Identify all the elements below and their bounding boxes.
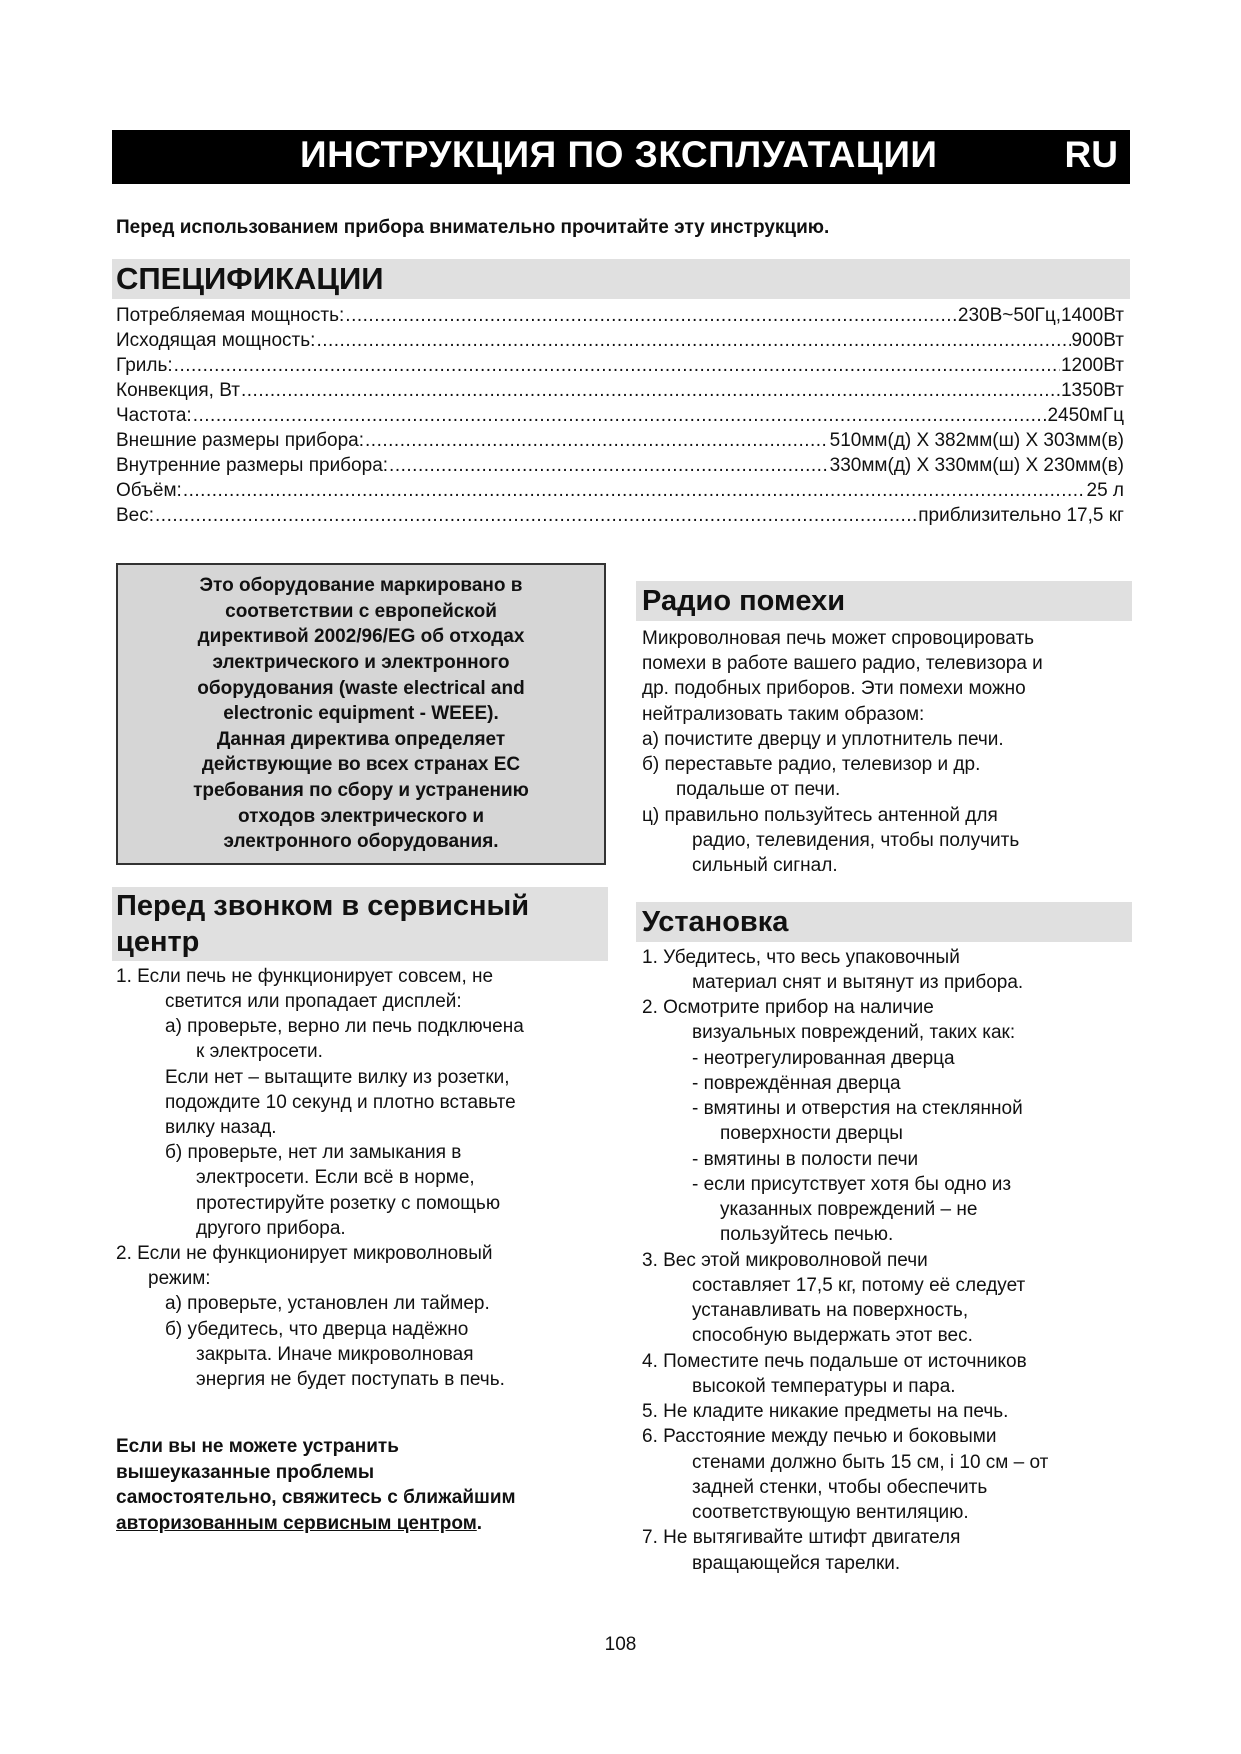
install-line: - повреждённая дверца: [692, 1073, 901, 1094]
service-contact-note: [116, 1434, 616, 1536]
spec-row: [116, 353, 1124, 378]
install-line: материал снят и вытянут из прибора.: [692, 972, 1024, 993]
weee-line: требования по сбору и устранению: [193, 779, 529, 801]
dot-leader: [241, 378, 1060, 403]
dot-leader: [316, 328, 1070, 353]
spec-value: 1350Вт: [1060, 380, 1124, 401]
service-line: б) убедитесь, что дверца надёжно: [165, 1319, 469, 1340]
spec-value: 25 л: [1086, 480, 1124, 501]
install-line: 4. Поместите печь подальше от источников: [642, 1351, 1027, 1372]
install-line: способную выдержать этот вес.: [692, 1325, 973, 1346]
weee-line: электрического и электронного: [212, 652, 510, 674]
install-line: 7. Не вытягивайте штифт двигателя: [642, 1527, 961, 1548]
radio-line: б) переставьте радио, телевизор и др.: [642, 754, 981, 775]
service-line: Если нет – вытащите вилку из розетки,: [165, 1067, 510, 1088]
install-line: составляет 17,5 кг, потому её следует: [692, 1275, 1026, 1296]
spec-label: Потребляемая мощность:: [116, 305, 345, 326]
weee-line: отходов электрического и: [237, 805, 485, 827]
spec-label: Гриль:: [116, 355, 173, 376]
install-line: визуальных повреждений, таких как:: [692, 1022, 1016, 1043]
specs-heading: СПЕЦИФИКАЦИИ: [112, 259, 1130, 299]
weee-notice-box: [116, 563, 606, 865]
spec-label: Объём:: [116, 480, 182, 501]
weee-line: electronic equipment - WEEE).: [223, 703, 499, 725]
radio-line: нейтрализовать таким образом:: [642, 704, 925, 725]
dot-leader: [193, 403, 1047, 428]
service-line: вилку назад.: [165, 1117, 277, 1138]
service-line: а) проверьте, установлен ли таймер.: [165, 1293, 490, 1314]
spec-label: Исходящая мощность:: [116, 330, 316, 351]
service-heading: [112, 887, 608, 961]
weee-line: соответствии с европейской: [225, 600, 497, 622]
service-heading-line: Перед звонком в сервисный: [116, 890, 530, 922]
note-line: самостоятельно, свяжитесь с ближайшим: [116, 1487, 516, 1508]
install-line: - неотрегулированная дверца: [692, 1048, 955, 1069]
service-line: к электросети.: [196, 1041, 323, 1062]
service-line: другого прибора.: [196, 1218, 346, 1239]
install-line: 5. Не кладите никакие предметы на печь.: [642, 1401, 1009, 1422]
weee-line: Данная директива определяет: [216, 728, 506, 750]
spec-label: Конвекция, Вт: [116, 380, 240, 401]
dot-leader: [345, 303, 957, 328]
radio-heading: Радио помехи: [636, 581, 1132, 621]
install-line: указанных повреждений – не: [720, 1199, 978, 1220]
service-line: 1. Если печь не функционирует совсем, не: [116, 966, 494, 987]
spec-label: Вес:: [116, 505, 155, 526]
install-line: высокой температуры и пара.: [692, 1376, 956, 1397]
dot-leader: [155, 503, 917, 528]
spec-value: 510мм(д) X 382мм(ш) X 303мм(в): [829, 430, 1124, 451]
radio-line: радио, телевидения, чтобы получить: [692, 830, 1020, 851]
install-line: стенами должно быть 15 см, і 10 см – от: [692, 1452, 1049, 1473]
spec-row: [116, 328, 1124, 353]
spec-row: [116, 428, 1124, 453]
spec-row: [116, 503, 1124, 528]
install-heading: Установка: [636, 902, 1132, 942]
weee-line: Это оборудование маркировано в: [199, 575, 523, 597]
spec-value: 900Вт: [1071, 330, 1124, 351]
page-title: ИНСТРУКЦИЯ ПО ЗКСПЛУАТАЦИИ: [300, 134, 938, 175]
radio-line: подальше от печи.: [676, 779, 841, 800]
spec-row: [116, 403, 1124, 428]
install-line: 6. Расстояние между печью и боковыми: [642, 1426, 997, 1447]
radio-line: помехи в работе вашего радио, телевизора и: [642, 653, 1043, 674]
install-line: пользуйтесь печью.: [720, 1224, 894, 1245]
service-line: 2. Если не функционирует микроволновый: [116, 1243, 493, 1264]
dot-leader: [365, 428, 829, 453]
spec-value: 2450мГц: [1047, 405, 1124, 426]
weee-line: директивой 2002/96/EG об отходах: [197, 626, 525, 648]
install-line: 1. Убедитесь, что весь упаковочный: [642, 947, 960, 968]
radio-line: а) почистите дверцу и уплотнитель печи.: [642, 729, 1004, 750]
install-line: 3. Вес этой микроволновой печи: [642, 1250, 928, 1271]
service-line: подождите 10 секунд и плотно вставьте: [165, 1092, 516, 1113]
dot-leader: [174, 353, 1060, 378]
intro-text: Перед использованием прибора внимательно прочитайте эту инструкцию.: [116, 217, 830, 238]
install-line: 2. Осмотрите прибор на наличие: [642, 997, 934, 1018]
service-line: б) проверьте, нет ли замыкания в: [165, 1142, 462, 1163]
install-line: поверхности дверцы: [720, 1123, 903, 1144]
language-code: RU: [1064, 134, 1118, 175]
spec-row: [116, 453, 1124, 478]
radio-line: Микроволновая печь может спровоцировать: [642, 628, 1035, 649]
dot-leader: [389, 453, 829, 478]
spec-value: 1200Вт: [1060, 355, 1124, 376]
spec-row: [116, 303, 1124, 328]
radio-line: ц) правильно пользуйтесь антенной для: [642, 805, 998, 826]
note-line: вышеуказанные проблемы: [116, 1461, 375, 1483]
service-line: светится или пропадает дисплей:: [165, 991, 462, 1012]
install-line: вращающейся тарелки.: [692, 1553, 901, 1574]
radio-line: др. подобных приборов. Эти помехи можно: [642, 678, 1026, 699]
title-bar: [112, 130, 1130, 184]
weee-notice-text: [146, 573, 576, 855]
spec-label: Частота:: [116, 405, 192, 426]
service-line: а) проверьте, верно ли печь подключена: [165, 1016, 524, 1037]
service-line: закрыта. Иначе микроволновая: [196, 1344, 474, 1365]
install-line: - вмятины и отверстия на стеклянной: [692, 1098, 1023, 1119]
weee-line: оборудования (waste electrical and: [197, 677, 525, 699]
service-heading-line: центр: [116, 926, 200, 958]
install-line: задней стенки, чтобы обеспечить: [692, 1477, 988, 1498]
specs-list: [116, 303, 1124, 528]
service-center-link: авторизованным сервисным центром: [116, 1512, 477, 1534]
spec-value: 330мм(д) X 330мм(ш) X 230мм(в): [829, 455, 1124, 476]
service-line: энергия не будет поступать в печь.: [196, 1369, 505, 1390]
service-line: режим:: [148, 1268, 211, 1289]
install-line: устанавливать на поверхность,: [692, 1300, 969, 1321]
weee-line: действующие во всех странах ЕС: [201, 754, 521, 776]
radio-line: сильный сигнал.: [692, 855, 838, 876]
spec-label: Внешние размеры прибора:: [116, 430, 365, 451]
page-number: 108: [604, 1634, 637, 1655]
spec-value: приблизительно 17,5 кг: [918, 505, 1124, 526]
install-line: - если присутствует хотя бы одно из: [692, 1174, 1012, 1195]
service-line: протестируйте розетку с помощью: [196, 1193, 501, 1214]
spec-row: [116, 378, 1124, 403]
note-line: Если вы не можете устранить: [116, 1436, 399, 1457]
spec-value: 230В~50Гц,1400Вт: [957, 305, 1124, 326]
spec-label: Внутренние размеры прибора:: [116, 455, 389, 476]
note-end: .: [476, 1512, 483, 1534]
spec-row: [116, 478, 1124, 503]
dot-leader: [183, 478, 1086, 503]
install-line: - вмятины в полости печи: [692, 1149, 919, 1170]
install-line: соответствующую вентиляцию.: [692, 1502, 969, 1523]
service-line: электросети. Если всё в норме,: [196, 1167, 475, 1188]
weee-line: электронного оборудования.: [223, 831, 499, 853]
